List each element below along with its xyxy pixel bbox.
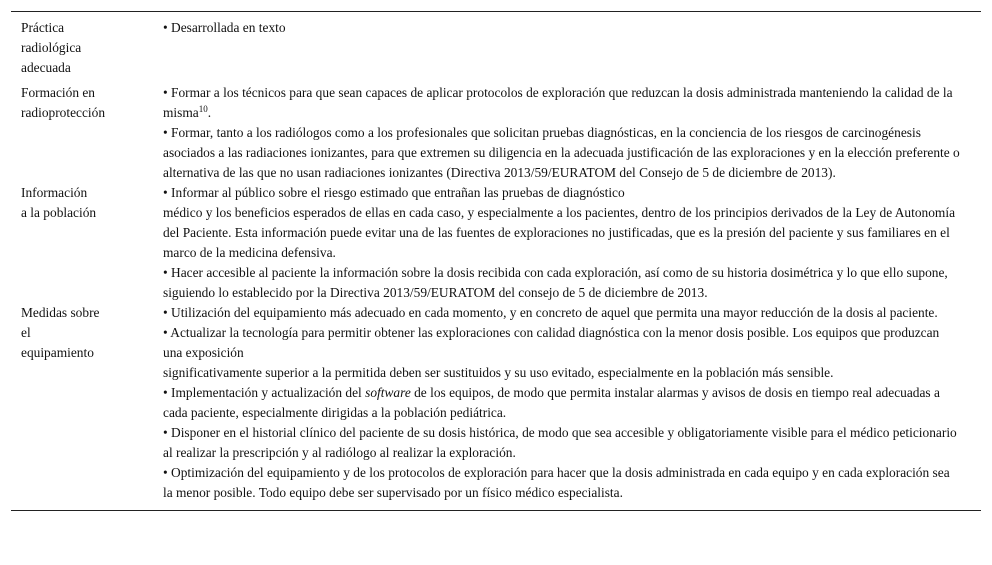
row-label	[11, 303, 163, 511]
bullet-continuation: significativamente superior a la permitida deben ser sustituidos y su uso evitado, especialmente en la población más sensible.	[163, 365, 834, 380]
row-label	[11, 12, 163, 84]
bullet-item: • Hacer accesible al paciente la información sobre la dosis recibida con cada exploración, así como de su historia dosimétrica y lo que ello supone, siguiendo lo establecido por la Directiva 2013/59/EURATOM del consejo de 5 de diciembre de 2013.	[163, 265, 948, 300]
row-label-line: Práctica radiológica adecuada	[21, 20, 82, 75]
bullet-item: • Disponer en el historial clínico del paciente de su dosis histórica, de modo que sea accesible y obligatoriamente visible para el médico peticionario al realizar la prescripción y al radiólogo al realizar la exploración.	[163, 425, 957, 460]
emphasis-software: software	[365, 385, 411, 400]
row-label-line: Medidas sobre el equipamiento	[21, 305, 100, 360]
bullet-text-end: .	[207, 105, 212, 120]
row-content	[163, 83, 981, 183]
table-row	[11, 12, 981, 84]
bullet-text: • Formar a los técnicos para que sean capaces de aplicar protocolos de exploración que reduzcan la dosis administrada manteniendo la calidad de la misma	[163, 85, 953, 120]
measures-table	[11, 11, 981, 511]
bullet-item: • Formar, tanto a los radiólogos como a los profesionales que solicitan pruebas diagnósticas, en la conciencia de los riesgos de carcinogénesis asociados a las radiaciones ionizantes, para que extremen su diligencia en la adecuada justificación de las exploraciones y en la elección preferente o alternativa de las que no usan radiaciones ionizantes (Directiva 2013/59/EURATOM del Consejo de 5 de diciembre de 2013).	[163, 125, 960, 180]
table-row	[11, 303, 981, 511]
row-label	[11, 183, 163, 303]
row-label-line: Formación en radioprotección	[21, 85, 106, 120]
row-content	[163, 183, 981, 303]
reference-superscript: 10	[198, 104, 208, 114]
bullet-item: • Optimización del equipamiento y de los protocolos de exploración para hacer que la dosis administrada en cada equipo y en cada exploración sea la menor posible. Todo equipo debe ser supervisado por un físico médico especialista.	[163, 465, 950, 500]
bullet-continuation: médico y los beneficios esperados de ellas en cada caso, y especialmente a los pacientes, dentro de los principios derivados de la Ley de Autonomía del Paciente. Esta información puede evitar una de las fuentes de exploraciones no justificadas, que es la presión del paciente y sus familiares en el marco de la medicina defensiva.	[163, 205, 956, 260]
bullet-item: • Actualizar la tecnología para permitir obtener las exploraciones con calidad diagnóstica con la menor dosis posible. Los equipos que produzcan una exposición	[163, 325, 940, 360]
bullet-text: • Implementación y actualización del	[163, 385, 366, 400]
measures-table-container	[11, 11, 981, 511]
row-content	[163, 12, 981, 84]
row-label	[11, 83, 163, 183]
table-row	[11, 183, 981, 303]
bullet-item: • Desarrollada en texto	[163, 20, 286, 35]
bullet-item: • Utilización del equipamiento más adecuado en cada momento, y en concreto de aquel que permita una mayor reducción de la dosis al paciente.	[163, 305, 938, 320]
bullet-item	[163, 383, 961, 423]
row-content	[163, 303, 981, 511]
row-label-line: Información a la población	[21, 185, 97, 220]
bullet-item: • Informar al público sobre el riesgo estimado que entrañan las pruebas de diagnóstico	[163, 185, 625, 200]
table-row	[11, 83, 981, 183]
bullet-item	[163, 83, 961, 123]
bullet-text-end: de los equipos, de modo que permita instalar alarmas y avisos de dosis en tiempo real adecuadas a cada paciente, especialmente dirigidas a la población pediátrica.	[163, 385, 940, 420]
